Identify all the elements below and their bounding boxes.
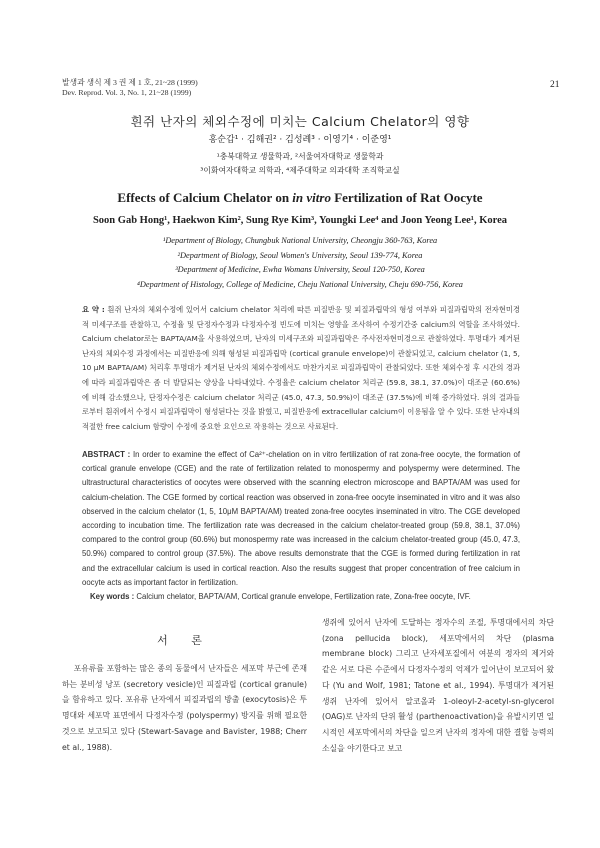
page-number: 21 xyxy=(550,80,560,90)
abstract-en-label: ABSTRACT : xyxy=(82,450,131,459)
journal-citation-en: Dev. Reprod. Vol. 3, No. 1, 21~28 (1999) xyxy=(62,88,192,97)
intro-right-column: 생쥐에 있어서 난자에 도달하는 정자수의 조절, 투명대에서의 차단 (zona pellucida block), 세포막에서의 차단 (plasma membrane block) 그리고 난자세포질에서 여분의 정자의 제거와 같은 서로 다른 수준에서 다정자수정의 억제가 일어난이 보고되어 왔다 (Yu and Wolf, 1981; Tatone et al., 1994). 투명대가 제거된 생쥐 난자에 있어서 알코올과 1-oleoyl-2-acetyl-sn-glycerol (OAG)로 난자의 단위 활성 (parthenoactivation)을 유발시키면 일시적인 세포막에서의 차단을 일으켜 난자의 정자에 대한 결합 능력의 소실을 야기한다고 보고 xyxy=(322,618,554,753)
abstract-kr-text: 흰쥐 난자의 체외수정에 있어서 calcium chelator 처리에 따른 피질반응 및 피질과립막의 형성 여부와 피질과립막의 전자현미경적 미세구조를 관찰하고, 수정율 및 단정자수정과 다정자수정 빈도에 미치는 영향을 조사하여 수정기간중 calcium의 역할을 조사하였다. Calcium chelator로는 BAPTA/AM을 사용하였으며, 난자의 미세구조와 피질과립막은 주사전자현미경으로 관찰하였다. 투명대가 제거된 난자의 체외수정 과정에서는 피질반응에 의해 형성된 피질과립막 (cortical granule envelope)이 관찰되었고, calcium chelator (1, 5, 10 μM BAPTA/AM) 처리후 투명대가 제거된 난자의 체외수정에서도 마찬가지로 피질과립막이 관찰되었다. 또한 체외수정 후 시간의 경과에 따라 피질과립막은 좀 더 발달되는 양상을 나타내었다. 수정율은 calcium chelator 처리군 (59.8, 38.1, 37.0%)이 대조군 (60.6%)에 비해 감소했으나, 단정자수정은 calcium chelator 처리군 (45.0, 47.3, 50.9%)이 대조군 (37.5%)에 비해 증가하였다. 위의 결과들로부터 흰쥐에서 수정시 피질과립막이 형성된다는 것을 밝혔고, 피질반응에 extracellular calcium이 이용됨을 알 수 있다. 또한 난자내의 적절한 free calcium 함량이 수정에 중요한 요인으로 작용하는 것으로 사료된다. xyxy=(82,305,520,431)
journal-citation-kr: 발생과 생식 제 3 권 제 1 호, 21~28 (1999) xyxy=(62,78,198,87)
keywords-text: Calcium chelator, BAPTA/AM, Cortical granule envelope, Fertilization rate, Zona-free oocyte, IVF. xyxy=(136,592,471,601)
title-en-part: Effects of Calcium Chelator on xyxy=(117,190,293,205)
affiliations-english xyxy=(0,234,600,292)
affiliation-en-line: ⁴Department of Histology, College of Medicine, Cheju National University, Cheju 690-756, Korea xyxy=(137,279,463,289)
abstract-en-text: In order to examine the effect of Ca²⁺-chelation on in vitro fertilization of rat zona-free oocyte, the formation of cortical granule envelope (CGE) and the rate of fertilization related to monospermy and polyspermy were determined. The ultrastructural characteristics of oocytes were observed with the scanning electron microscope and BAPTA/AM was used for calcium-chelation. The CGE formed by cortical reaction was observed in zona-free oocyte inseminated in vitro and it was also observed in the calcium chelator (1, 5, 10μM BAPTA/AM) treated zona-free oocytes inseminated in vitro. The CGE developed according to incubation time. The fertilization rate was decreased in the calcium chelator-treated group (59.8, 38.1, 37.0%) compared to the control group (60.6%) but monospermy rate was increased in the calcium chelator-treated group (45.0, 47.3, 50.9%) compared to control group (37.5%). The above results demonstrate that the CGE is formed during fertilization in rat and the extracellular calcium is used in cortical reaction. Also the results suggest that proper concentration of free calcium in oocyte acts as important factor in fertilization. xyxy=(82,450,520,587)
title-korean: 흰쥐 난자의 체외수정에 미치는 Calcium Chelator의 영향 xyxy=(130,114,470,129)
section-heading-introduction: 서 론 xyxy=(157,634,212,647)
authors-korean: 홍순갑¹ · 김해권² · 김성례³ · 이영기⁴ · 이준영¹ xyxy=(208,135,392,145)
title-en-italic: in vitro xyxy=(292,190,331,205)
affiliation-en-line: ³Department of Medicine, Ewha Womans University, Seoul 120-750, Korea xyxy=(175,265,425,275)
intro-left-column: 포유류를 포함하는 많은 종의 동물에서 난자들은 세포막 부근에 존재하는 분비성 낭포 (secretory vesicle)인 피질과립 (cortical granule)을 함유하고 있다. 포유류 난자에서 피질과립의 방출 (exocytosis)은 투명대와 세포막 표면에서 다정자수정 (polyspermy) 방지를 위해 필요한 것으로 보고되고 있다 (Stewart-Savage and Bavister, 1988; Cherr et al., 1988). xyxy=(62,664,307,752)
authors-english: Soon Gab Hong¹, Haekwon Kim², Sung Rye Kim³, Youngki Lee⁴ and Joon Yeong Lee¹, Korea xyxy=(92,215,508,226)
affiliation-kr-line: ¹충북대학교 생물학과, ²서울여자대학교 생물학과 xyxy=(216,152,384,161)
affiliations-korean xyxy=(0,150,600,178)
affiliation-kr-line: ³이화여자대학교 의학과, ⁴제주대학교 의과대학 조직학교실 xyxy=(200,166,400,175)
title-english xyxy=(0,190,600,206)
keywords-label: Key words : xyxy=(90,592,135,601)
journal-citation xyxy=(62,78,198,98)
affiliation-en-line: ²Department of Biology, Seoul Women's University, Seoul 139-774, Korea xyxy=(177,250,423,260)
abstract-kr-label: 요 약 : xyxy=(82,305,105,314)
abstract-korean xyxy=(82,303,520,434)
affiliation-en-line: ¹Department of Biology, Chungbuk National University, Cheongju 360-763, Korea xyxy=(162,236,438,245)
abstract-english xyxy=(82,448,520,590)
title-en-part: Fertilization of Rat Oocyte xyxy=(330,190,483,205)
keywords xyxy=(90,592,530,601)
